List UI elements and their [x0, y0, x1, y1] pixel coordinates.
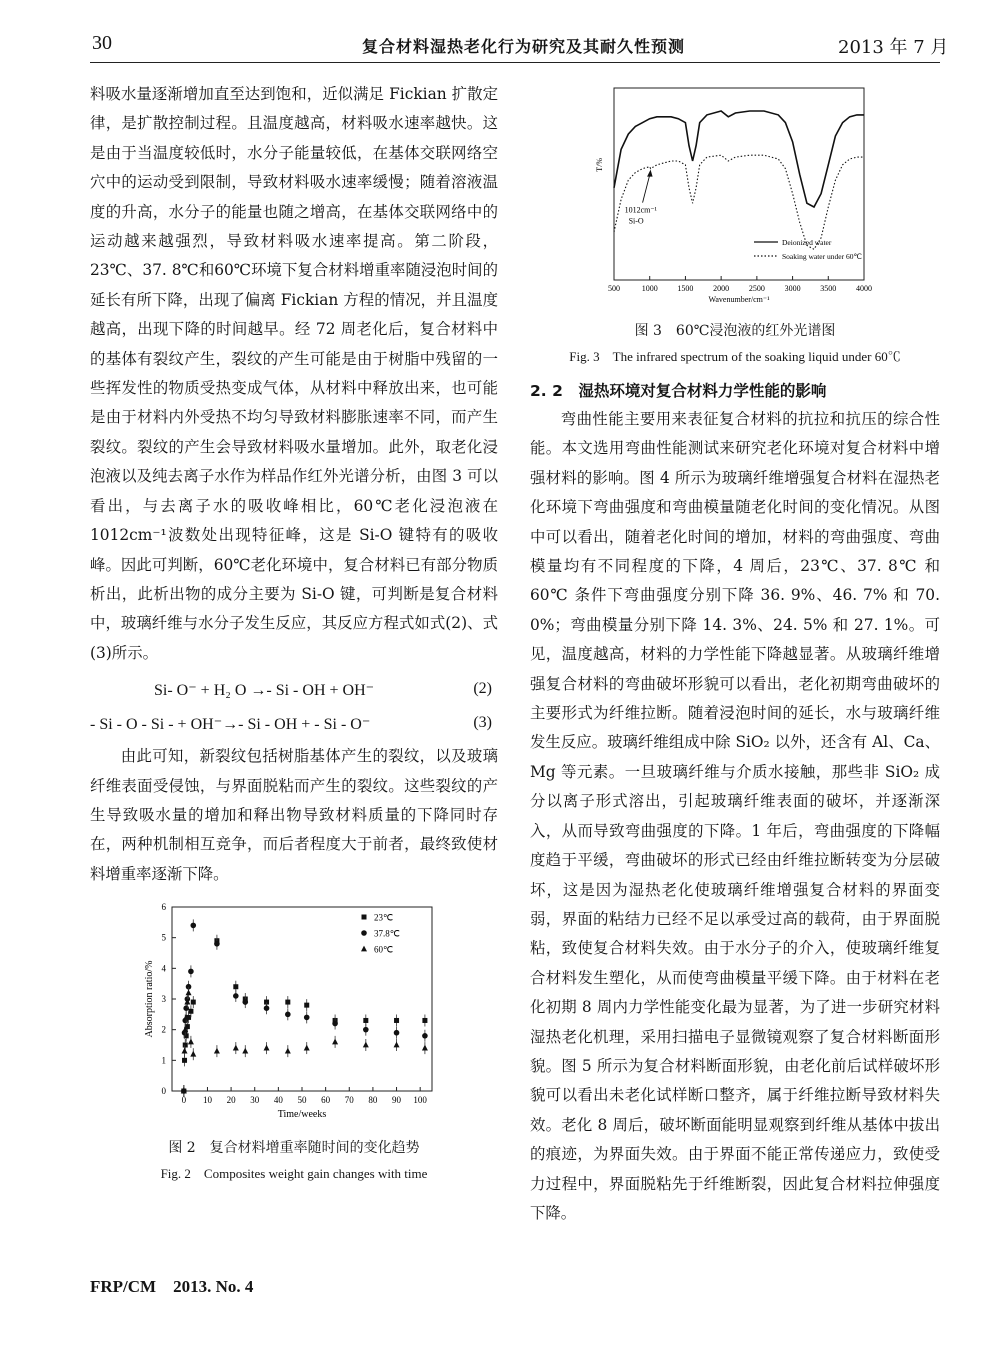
- fig2-point-square: [422, 1018, 427, 1023]
- figure-3-caption-en: Fig. 3 The infrared spectrum of the soaking liquid under 60℃: [569, 349, 901, 364]
- figure-2-caption-cn: 图 2 复合材料增重率随时间的变化趋势: [168, 1140, 420, 1157]
- fig2-point-triangle: [242, 1048, 248, 1054]
- fig3-series-deionized-water: [614, 111, 864, 207]
- equation-2-number: (2): [473, 680, 492, 698]
- equation-3: [90, 708, 498, 742]
- fig2-point-circle: [422, 1033, 428, 1039]
- fig2-point-triangle: [422, 1045, 428, 1051]
- fig2-x-tick-label: 30: [250, 1095, 260, 1106]
- paragraph-absorption-mechanism: 料吸水量逐渐增加直至达到饱和，近似满足 Fickian 扩散定律，是扩散控制过程。且温度越高，材料吸水速率越快。这是由于当温度较低时，水分子能量较低，在基体交联网络空穴中的运动受到限制，导致材料吸水速率缓慢；随着溶液温度的升高，水分子的能量也随之增高，在基体交联网络中的运动越来越强烈，导致材料吸水速率提高。第二阶段，23℃、37. 8℃和60℃环境下复合材料增重率随浸泡时间的延长有所下降，出现了偏离 Fickian 方程的情况，并且温度越高，出现下降的时间越早。经 72 周老化后，复合材料中的基体有裂纹产生，裂纹的产生可能是由于树脂中残留的一些挥发性的物质受热变成气体，从材料中释放出来，也可能是由于材料内外受热不均匀导致材料膨胀速率不同，而产生裂纹。裂纹的产生会导致材料吸水量增加。此外，取老化浸泡液以及纯去离子水作为样品作红外光谱分析，由图 3 可以看出，与去离子水的吸收峰相比，60℃老化浸泡液在 1012cm⁻¹波数处出现特征峰，这是 Si-O 键特有的吸收峰。因此可判断，60℃老化环境中，复合材料已有部分物质析出，此析出物的成分主要为 Si-O 键，可判断是复合材料中，玻璃纤维与水分子发生反应，其反应方程式如式(2)、式(3)所示。: [90, 85, 498, 662]
- fig2-point-square: [182, 1058, 187, 1063]
- fig2-x-tick-label: 80: [368, 1095, 378, 1106]
- section-heading-2-2: 2. 2 湿热环境对复合材料力学性能的影响: [530, 382, 827, 400]
- fig2-point-circle: [332, 1021, 338, 1027]
- fig2-point-triangle: [394, 1042, 400, 1048]
- fig2-point-triangle: [190, 1051, 196, 1057]
- figure-2-chart: [90, 899, 498, 1127]
- fig3-annotation-wavenumber: 1012cm⁻¹: [624, 205, 657, 215]
- fig2-point-circle: [214, 941, 220, 947]
- issue-date: 2013 年 7 月: [838, 37, 949, 58]
- fig2-point-circle: [363, 1027, 369, 1033]
- fig3-x-tick-label: 2500: [748, 284, 765, 293]
- fig2-point-square: [233, 984, 238, 989]
- fig3-x-tick-label: 500: [608, 284, 620, 293]
- fig3-x-tick-label: 4000: [856, 284, 872, 293]
- right-column: [530, 80, 940, 1228]
- journal-footer: FRP/CM 2013. No. 4: [90, 1277, 254, 1296]
- figure-2-caption-en: Fig. 2 Composites weight gain changes with time: [160, 1166, 428, 1182]
- fig3-x-tick-label: 1500: [677, 284, 694, 293]
- fig2-y-tick-label: 2: [161, 1024, 166, 1035]
- equation-2: [90, 674, 498, 708]
- fig2-y-tick-label: 5: [161, 932, 166, 943]
- fig2-x-tick-label: 20: [226, 1095, 236, 1106]
- header-rule: [90, 62, 940, 63]
- fig2-point-square: [191, 1000, 196, 1005]
- fig2-point-triangle: [332, 1039, 338, 1045]
- fig3-x-tick-label: 3500: [820, 284, 837, 293]
- fig2-point-circle: [242, 999, 248, 1005]
- fig2-point-circle: [264, 1006, 270, 1012]
- fig2-point-square: [285, 1000, 290, 1005]
- equation-3-text: - Si - O - Si - + OH⁻→- Si - OH + - Si - O⁻: [90, 716, 371, 734]
- fig2-legend-marker: [361, 946, 367, 952]
- fig3-annotation-bond: Si-O: [628, 216, 644, 226]
- fig2-y-tick-label: 3: [161, 994, 166, 1005]
- fig2-point-circle: [183, 1006, 189, 1012]
- running-title: 复合材料湿热老化行为研究及其耐久性预测: [362, 37, 686, 56]
- fig2-point-square: [183, 1043, 188, 1048]
- fig2-legend-label: 37.8℃: [374, 928, 400, 939]
- fig3-x-tick-label: 1000: [641, 284, 658, 293]
- fig2-y-axis-label: Absorption ratio/%: [144, 960, 155, 1038]
- fig2-legend-label: 60℃: [374, 944, 394, 955]
- fig2-x-tick-label: 10: [202, 1095, 212, 1106]
- fig2-point-square: [363, 1018, 368, 1023]
- fig2-x-tick-label: 90: [392, 1095, 402, 1106]
- figure-3-chart: [530, 80, 940, 310]
- fig2-y-tick-label: 0: [161, 1086, 166, 1097]
- fig2-point-circle: [188, 969, 194, 975]
- fig2-point-circle: [190, 923, 196, 929]
- fig2-point-square: [304, 1003, 309, 1008]
- fig2-y-tick-label: 4: [161, 963, 166, 974]
- fig2-x-axis-label: Time/weeks: [277, 1109, 327, 1121]
- equation-2-text: Si- O⁻ + H₂ O →- Si - OH + OH⁻: [154, 682, 375, 700]
- fig2-point-triangle: [264, 1045, 270, 1051]
- fig2-legend-marker: [361, 930, 367, 936]
- fig2-x-tick-label: 100: [413, 1095, 427, 1106]
- page-number: 30: [92, 32, 112, 54]
- fig2-legend-label: 23℃: [374, 912, 394, 923]
- fig3-annotation-arrowhead: [647, 170, 653, 177]
- fig2-point-circle: [304, 1015, 310, 1021]
- paragraph-flexural-properties: 弯曲性能主要用来表征复合材料的抗拉和抗压的综合性能。本文选用弯曲性能测试来研究老化环境对复合材料中增强材料的影响。图 4 所示为玻璃纤维增强复合材料在湿热老化环境下弯曲强度和弯曲模量随老化时间的变化情况。从图中可以看出，随着老化时间的增加，材料的弯曲强度、弯曲模量均有不同程度的下降，4 周后，23℃、37. 8℃ 和 60℃ 条件下弯曲强度分别下降 36. 9%、46. 7% 和 70. 0%；弯曲模量分别下降 14. 3%、24. 5% 和 27. 1%。可见，温度越高，材料的力学性能下降越显著。从玻璃纤维增强复合材料的弯曲破坏形貌可以看出，老化初期弯曲破坏的主要形式为纤维拉断。随着浸泡时间的延长，水与玻璃纤维发生反应。玻璃纤维组成中除 SiO₂ 以外，还含有 Al、Ca、Mg 等元素。一旦玻璃纤维与介质水接触，那些非 SiO₂ 成分以离子形式溶出，引起玻璃纤维表面的破坏，并逐渐深入，从而导致弯曲强度的下降。1 年后，弯曲强度的下降幅度趋于平缓，弯曲破坏的形式已经由纤维拉断转变为分层破坏，这是因为湿热老化使玻璃纤维增强复合材料的界面变弱，界面的粘结力已经不足以承受过高的载荷，由于界面脱粘，致使复合材料失效。由于水分子的介入，使玻璃纤维复合材料发生塑化，从而使弯曲模量平缓下降。由于材料在老化初期 8 周内力学性能变化最为显著，为了进一步研究材料湿热老化机理，采用扫描电子显微镜观察了复合材料断面形貌。图 5 所示为复合材料断面形貌，由老化前后试样破坏形貌可以看出未老化试样断口整齐，属于纤维拉断导致材料失效。老化 8 周后，破坏断面能明显观察到纤维从基体中拔出的痕迹，为界面失效。由于界面不能正常传递应力，致使受力过程中，界面脱粘先于纤维断裂，因此复合材料拉伸强度下降。: [530, 410, 940, 1222]
- equation-3-number: (3): [473, 714, 492, 732]
- fig2-point-circle: [394, 1030, 400, 1036]
- fig3-legend-label: Deionized water: [782, 238, 832, 247]
- fig2-x-tick-label: 0: [181, 1095, 187, 1106]
- figure-2: [90, 899, 498, 1182]
- paragraph-crack-conclusion: 由此可知，新裂纹包括树脂基体产生的裂纹，以及玻璃纤维表面受侵蚀，与界面脱粘而产生的裂纹。这些裂纹的产生导致吸水量的增加和释出物导致材料质量的下降同时存在，两种机制相互竞争，而后者程度大于前者，最终致使材料增重率逐渐下降。: [90, 747, 498, 883]
- fig2-point-triangle: [188, 1039, 194, 1045]
- fig2-x-tick-label: 60: [321, 1095, 331, 1106]
- fig3-legend-label: Soaking water under 60℃: [782, 252, 862, 261]
- fig3-x-axis-label: Wavenumber/cm⁻¹: [708, 295, 770, 304]
- fig2-point-triangle: [182, 1048, 188, 1054]
- fig2-point-triangle: [233, 1045, 239, 1051]
- fig2-point-square: [394, 1018, 399, 1023]
- fig2-point-triangle: [214, 1048, 220, 1054]
- fig3-x-tick-label: 2000: [713, 284, 730, 293]
- fig3-y-axis-label: T/%: [595, 157, 604, 172]
- fig2-x-tick-label: 50: [297, 1095, 307, 1106]
- fig2-legend-marker: [362, 915, 367, 920]
- fig2-point-triangle: [186, 990, 192, 996]
- figure-3: [530, 80, 940, 365]
- fig2-x-tick-label: 70: [344, 1095, 354, 1106]
- left-column: [90, 80, 498, 1182]
- fig2-point-triangle: [285, 1048, 291, 1054]
- fig2-point-triangle: [363, 1042, 369, 1048]
- figure-3-caption-cn: 图 3 60℃浸泡液的红外光谱图: [634, 323, 836, 339]
- fig2-point-circle: [233, 993, 239, 999]
- fig2-x-tick-label: 40: [273, 1095, 283, 1106]
- fig2-point-triangle: [304, 1045, 310, 1051]
- fig2-y-tick-label: 6: [161, 902, 166, 913]
- fig2-y-tick-label: 1: [161, 1055, 166, 1066]
- fig2-point-square: [188, 1009, 193, 1014]
- fig2-point-circle: [285, 1012, 291, 1018]
- fig3-x-tick-label: 3000: [784, 284, 801, 293]
